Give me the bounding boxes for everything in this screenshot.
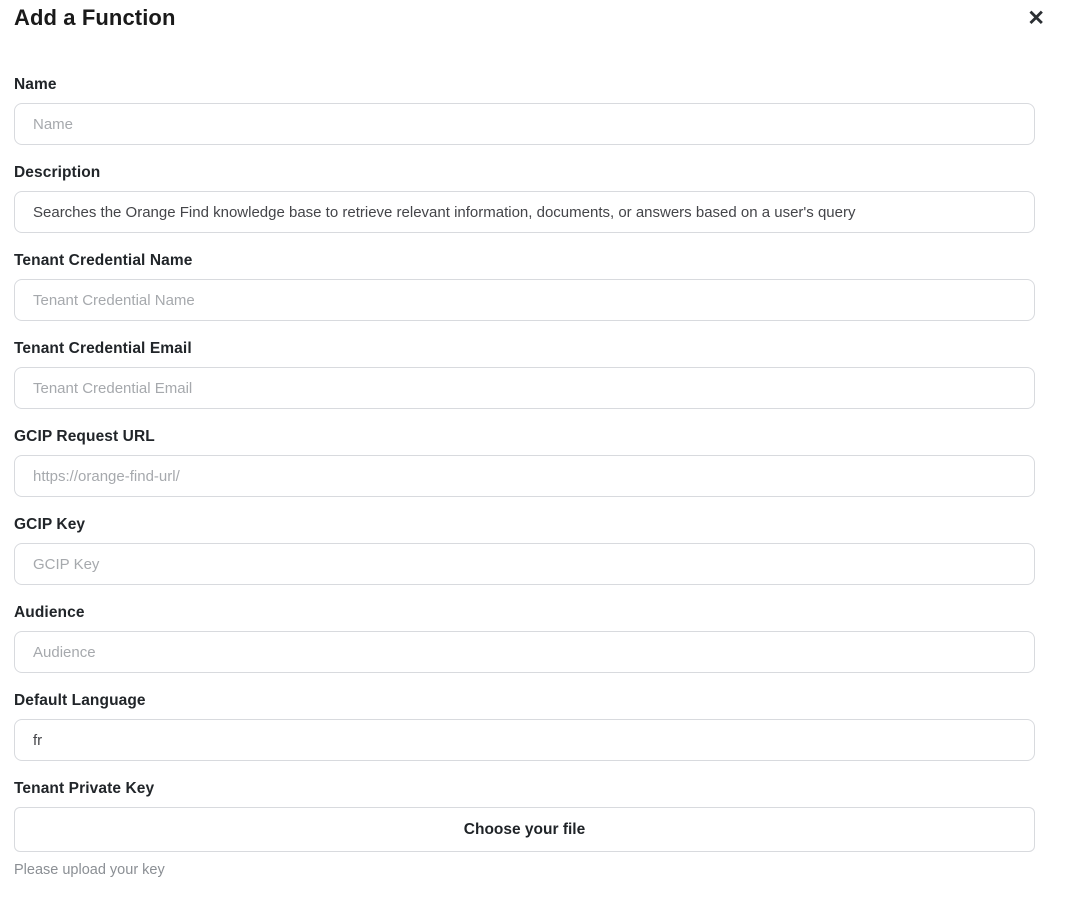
tenant-private-key-label: Tenant Private Key — [14, 780, 155, 797]
field-tenant-private-key — [14, 780, 1035, 878]
field-gcip-key — [14, 516, 1035, 585]
audience-input[interactable] — [14, 631, 1035, 673]
upload-key-helper-text: Please upload your key — [14, 862, 165, 878]
audience-label: Audience — [14, 604, 85, 621]
name-input[interactable] — [14, 103, 1035, 145]
field-default-language — [14, 692, 1035, 761]
dialog-header — [14, 5, 1045, 35]
default-language-input[interactable] — [14, 719, 1035, 761]
field-gcip-request-url — [14, 428, 1035, 497]
gcip-key-input[interactable] — [14, 543, 1035, 585]
field-tenant-credential-name — [14, 252, 1035, 321]
add-function-form — [14, 76, 1035, 878]
tenant-credential-email-label: Tenant Credential Email — [14, 340, 192, 357]
gcip-request-url-label: GCIP Request URL — [14, 428, 155, 445]
field-description — [14, 164, 1035, 233]
gcip-request-url-input[interactable] — [14, 455, 1035, 497]
default-language-label: Default Language — [14, 692, 146, 709]
close-icon[interactable]: ✕ — [1027, 7, 1045, 30]
field-tenant-credential-email — [14, 340, 1035, 409]
description-input[interactable] — [14, 191, 1035, 233]
tenant-credential-name-label: Tenant Credential Name — [14, 252, 193, 269]
tenant-credential-email-input[interactable] — [14, 367, 1035, 409]
name-label: Name — [14, 76, 57, 93]
field-name — [14, 76, 1035, 145]
choose-file-button[interactable]: Choose your file — [14, 807, 1035, 852]
field-audience — [14, 604, 1035, 673]
description-label: Description — [14, 164, 101, 181]
dialog-title: Add a Function — [14, 5, 176, 30]
gcip-key-label: GCIP Key — [14, 516, 86, 533]
tenant-credential-name-input[interactable] — [14, 279, 1035, 321]
